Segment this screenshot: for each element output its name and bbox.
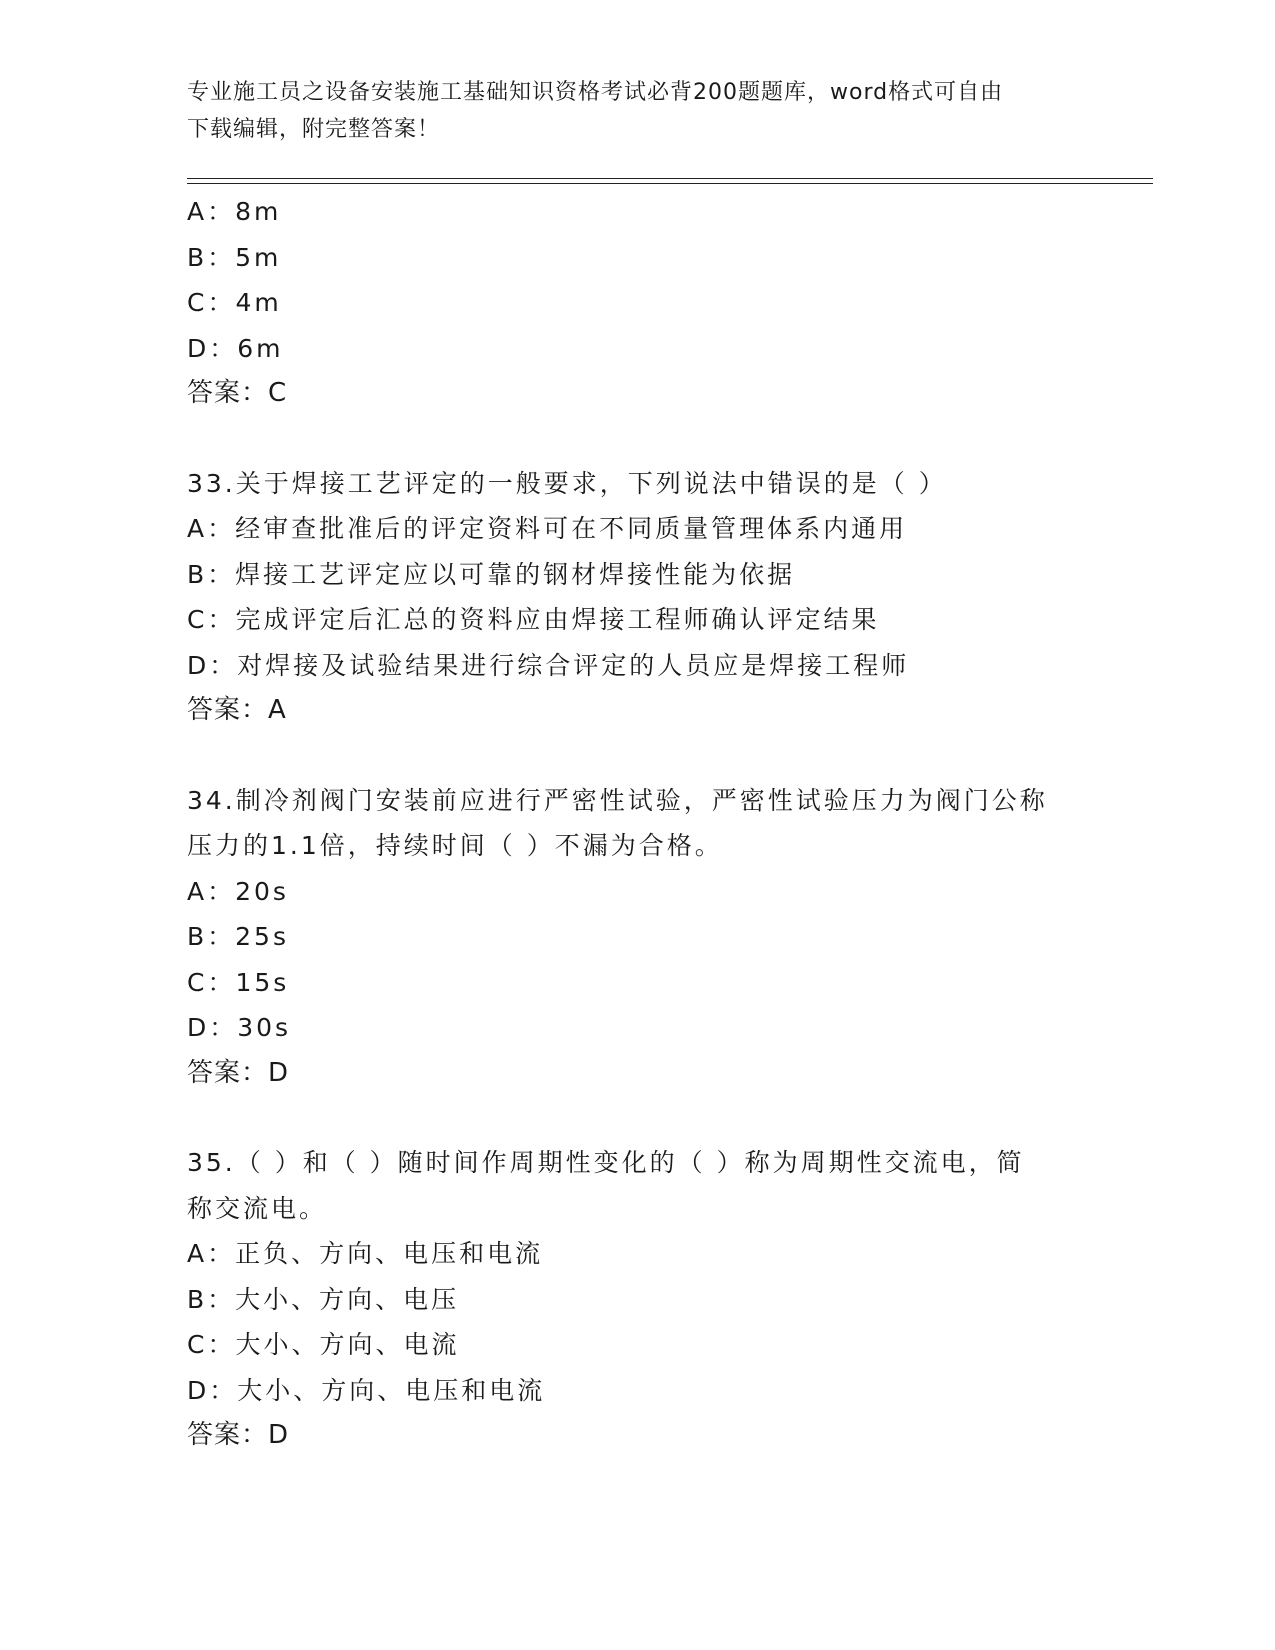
option-c: C：完成评定后汇总的资料应由焊接工程师确认评定结果 xyxy=(187,605,880,634)
option-a: A：正负、方向、电压和电流 xyxy=(187,1239,544,1268)
option-a: A：20s xyxy=(187,876,289,906)
option-b: B：大小、方向、电压 xyxy=(187,1284,460,1314)
answer-line: 答案：D xyxy=(187,1057,290,1088)
option-a: A：8m xyxy=(187,197,282,226)
spacer xyxy=(187,1096,1087,1140)
spacer xyxy=(187,734,1087,778)
option-a: A：经审查批准后的评定资料可在不同质量管理体系内通用 xyxy=(187,514,908,543)
option-d: D：大小、方向、电压和电流 xyxy=(187,1375,546,1405)
document-body xyxy=(187,189,1087,1459)
option-b: B：25s xyxy=(187,922,289,951)
question-block-35 xyxy=(187,1140,1087,1459)
question-stem: 33.关于焊接工艺评定的一般要求，下列说法中错误的是（ ） xyxy=(187,468,947,498)
question-stem: 35.（ ）和（ ）随时间作周期性变化的（ ）称为周期性交流电，简 xyxy=(187,1148,1025,1177)
question-stem: 34.制冷剂阀门安装前应进行严密性试验，严密性试验压力为阀门公称 xyxy=(187,785,1048,815)
question-block-32 xyxy=(187,189,1087,417)
option-c: C：大小、方向、电流 xyxy=(187,1330,460,1359)
answer-line: 答案：C xyxy=(187,378,288,408)
option-d: D：对焊接及试验结果进行综合评定的人员应是焊接工程师 xyxy=(187,650,910,680)
answer-line: 答案：A xyxy=(187,695,287,725)
header-rule-top xyxy=(187,178,1153,179)
question-stem-continued: 称交流电。 xyxy=(187,1193,328,1223)
question-stem-continued: 压力的1.1倍，持续时间（ ）不漏为合格。 xyxy=(187,831,723,860)
header-line-2: 下载编辑，附完整答案！ xyxy=(187,117,441,142)
document-header xyxy=(187,74,1067,148)
question-block-33 xyxy=(187,461,1087,734)
option-c: C：4m xyxy=(187,288,282,317)
spacer xyxy=(187,417,1087,461)
option-b: B：5m xyxy=(187,242,282,272)
option-c: C：15s xyxy=(187,967,290,997)
question-block-34 xyxy=(187,778,1087,1097)
header-rule-bottom xyxy=(187,183,1153,184)
option-d: D：6m xyxy=(187,333,284,363)
option-d: D：30s xyxy=(187,1013,292,1042)
option-b: B：焊接工艺评定应以可靠的钢材焊接性能为依据 xyxy=(187,559,796,589)
answer-line: 答案：D xyxy=(187,1420,290,1450)
header-line-1: 专业施工员之设备安装施工基础知识资格考试必背200题题库，word格式可自由 xyxy=(187,80,1004,105)
